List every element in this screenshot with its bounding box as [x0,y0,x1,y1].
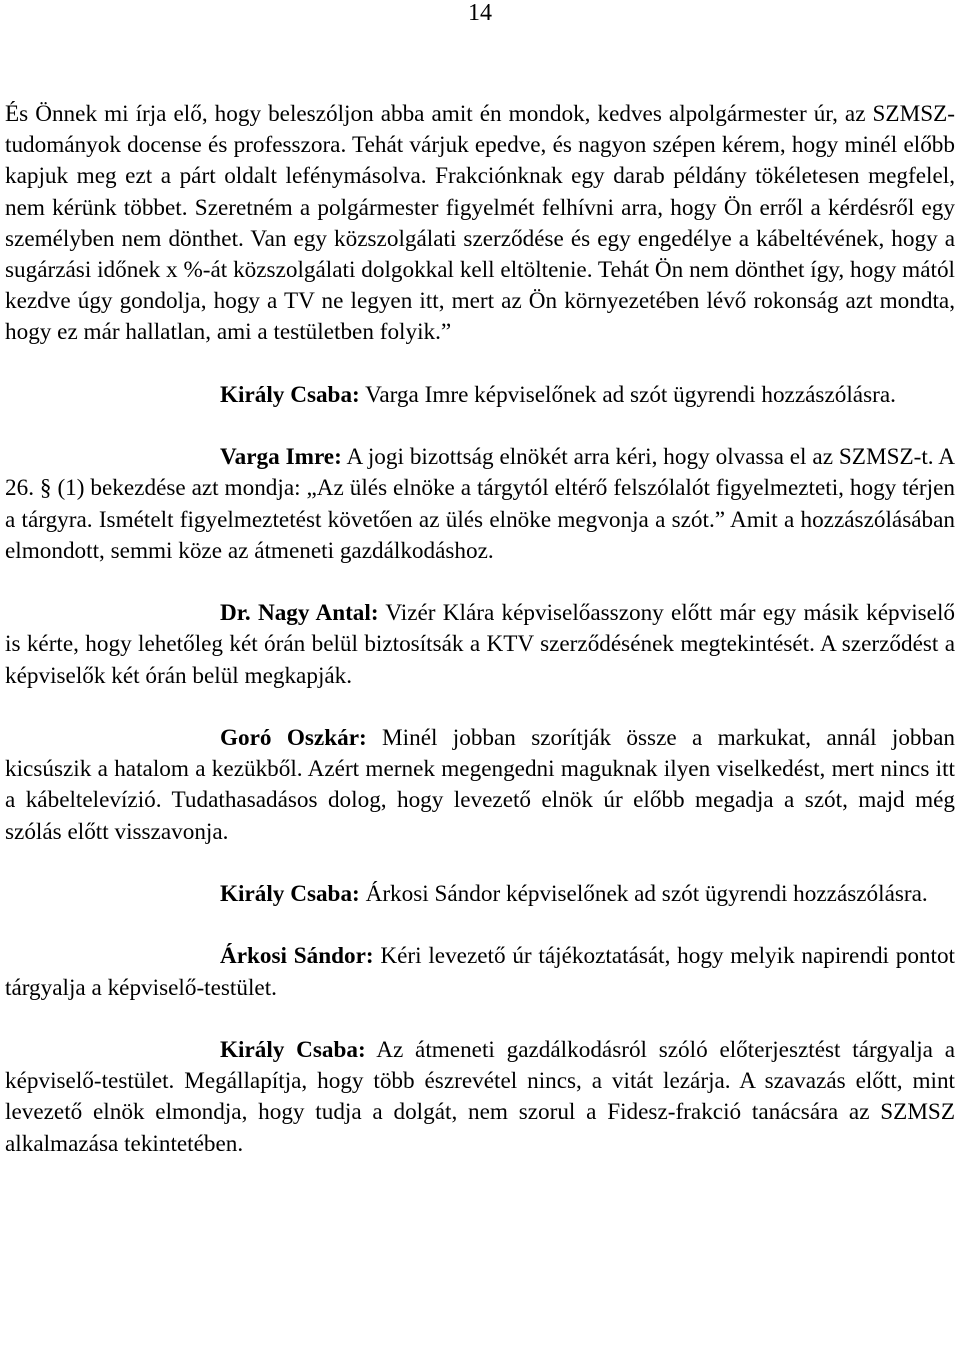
speaker-name: Király Csaba: [220,381,360,408]
speaker-name: Király Csaba: [220,881,360,907]
paragraph-kiraly-csaba-3 [5,1035,955,1160]
paragraph-text: Varga Imre képviselőnek ad szót ügyrendi hozzászólásra. [359,381,896,408]
paragraph-text: Vizér Klára képviselőasszony előtt már egy másik képviselő is kérte, hogy lehetőleg két órán belül biztosítsák a KTV szerződésének megtekintését. A szerződést a képviselők két órán belül megkapják. [5,600,955,689]
speaker-name: Árkosi Sándor: [220,943,374,970]
paragraph-text: Kéri levezető úr tájékoztatását, hogy melyik napirendi pontot tárgyalja a képviselő-testület. [5,943,955,1001]
document-body [5,99,955,1160]
paragraph-goro-oszkar [5,723,955,848]
speaker-name: Goró Oszkár: [220,725,367,751]
paragraph-text: Minél jobban szorítják össze a markukat, annál jobban kicsúszik a hatalom a kezükből. Azért mernek megengedni maguknak ilyen viselkedést, mert nincs itt a kábeltelevízió. Tudathasadásos dolog, hogy levezető elnök úr előbb megadja a szót, majd még szólás előtt visszavonja. [5,725,955,845]
speaker-name: Varga Imre: [220,444,342,471]
paragraph-text: És Önnek mi írja elő, hogy beleszóljon abba amit én mondok, kedves alpolgármester úr, az SZMSZ-tudományok docense és professzora. Tehát várjuk epedve, és nagyon szépen kérem, hogy minél előbb kapjuk meg ezt a párt oldalt lefénymásolva. Frakciónknak egy darab példány tökéletesen megfelel, nem kérünk többet. Szeretném a polgármester figyelmét felhívni arra, hogy Ön erről a kérdésről egy személyben nem dönthet. Van egy közszolgálati szerződése és egy engedélye a kábeltévének, hogy a sugárzási időnek x %-át közszolgálati dolgokkal kell eltöltenie. Tehát Ön nem dönthet így, hogy mától kezdve úgy gondolja, hogy a TV ne legyen itt, mert az Ön környezetében lévő rokonság azt mondta, hogy ez már hallatlan, ami a testületben folyik.” [5,101,955,346]
paragraph-varga-imre [5,442,955,567]
page-number: 14 [468,0,492,26]
paragraph-text: Árkosi Sándor képviselőnek ad szót ügyrendi hozzászólásra. [359,881,928,907]
paragraph-opening [5,99,955,349]
paragraph-text: A jogi bizottság elnökét arra kéri, hogy olvassa el az SZMSZ-t. A 26. § (1) bekezdése azt mondja: „Az ülés elnöke a tárgytól eltérő felszólalót figyelmezteti, hogy térjen a tárgyra. Ismételt figyelmeztetést követően az ülés elnöke megvonja a szót.” Amit a hozzászólásában elmondott, semmi köze az átmeneti gazdálkodáshoz. [5,444,955,564]
speaker-name: Király Csaba: [220,1036,366,1063]
paragraph-nagy-antal [5,598,955,692]
paragraph-arkosi-sandor [5,941,955,1003]
paragraph-kiraly-csaba-2 [5,879,955,910]
speaker-name: Dr. Nagy Antal: [220,600,379,627]
paragraph-kiraly-csaba-1 [5,380,955,411]
paragraph-text: Az átmeneti gazdálkodásról szóló előterjesztést tárgyalja a képviselő-testület. Megállapítja, hogy több észrevétel nincs, a vitát lezárja. A szavazás előtt, mint levezető elnök elmondja, hogy tudja a dolgát, nem szorul a Fidesz-frakció tanácsára az SZMSZ alkalmazása tekintetében. [5,1036,955,1157]
